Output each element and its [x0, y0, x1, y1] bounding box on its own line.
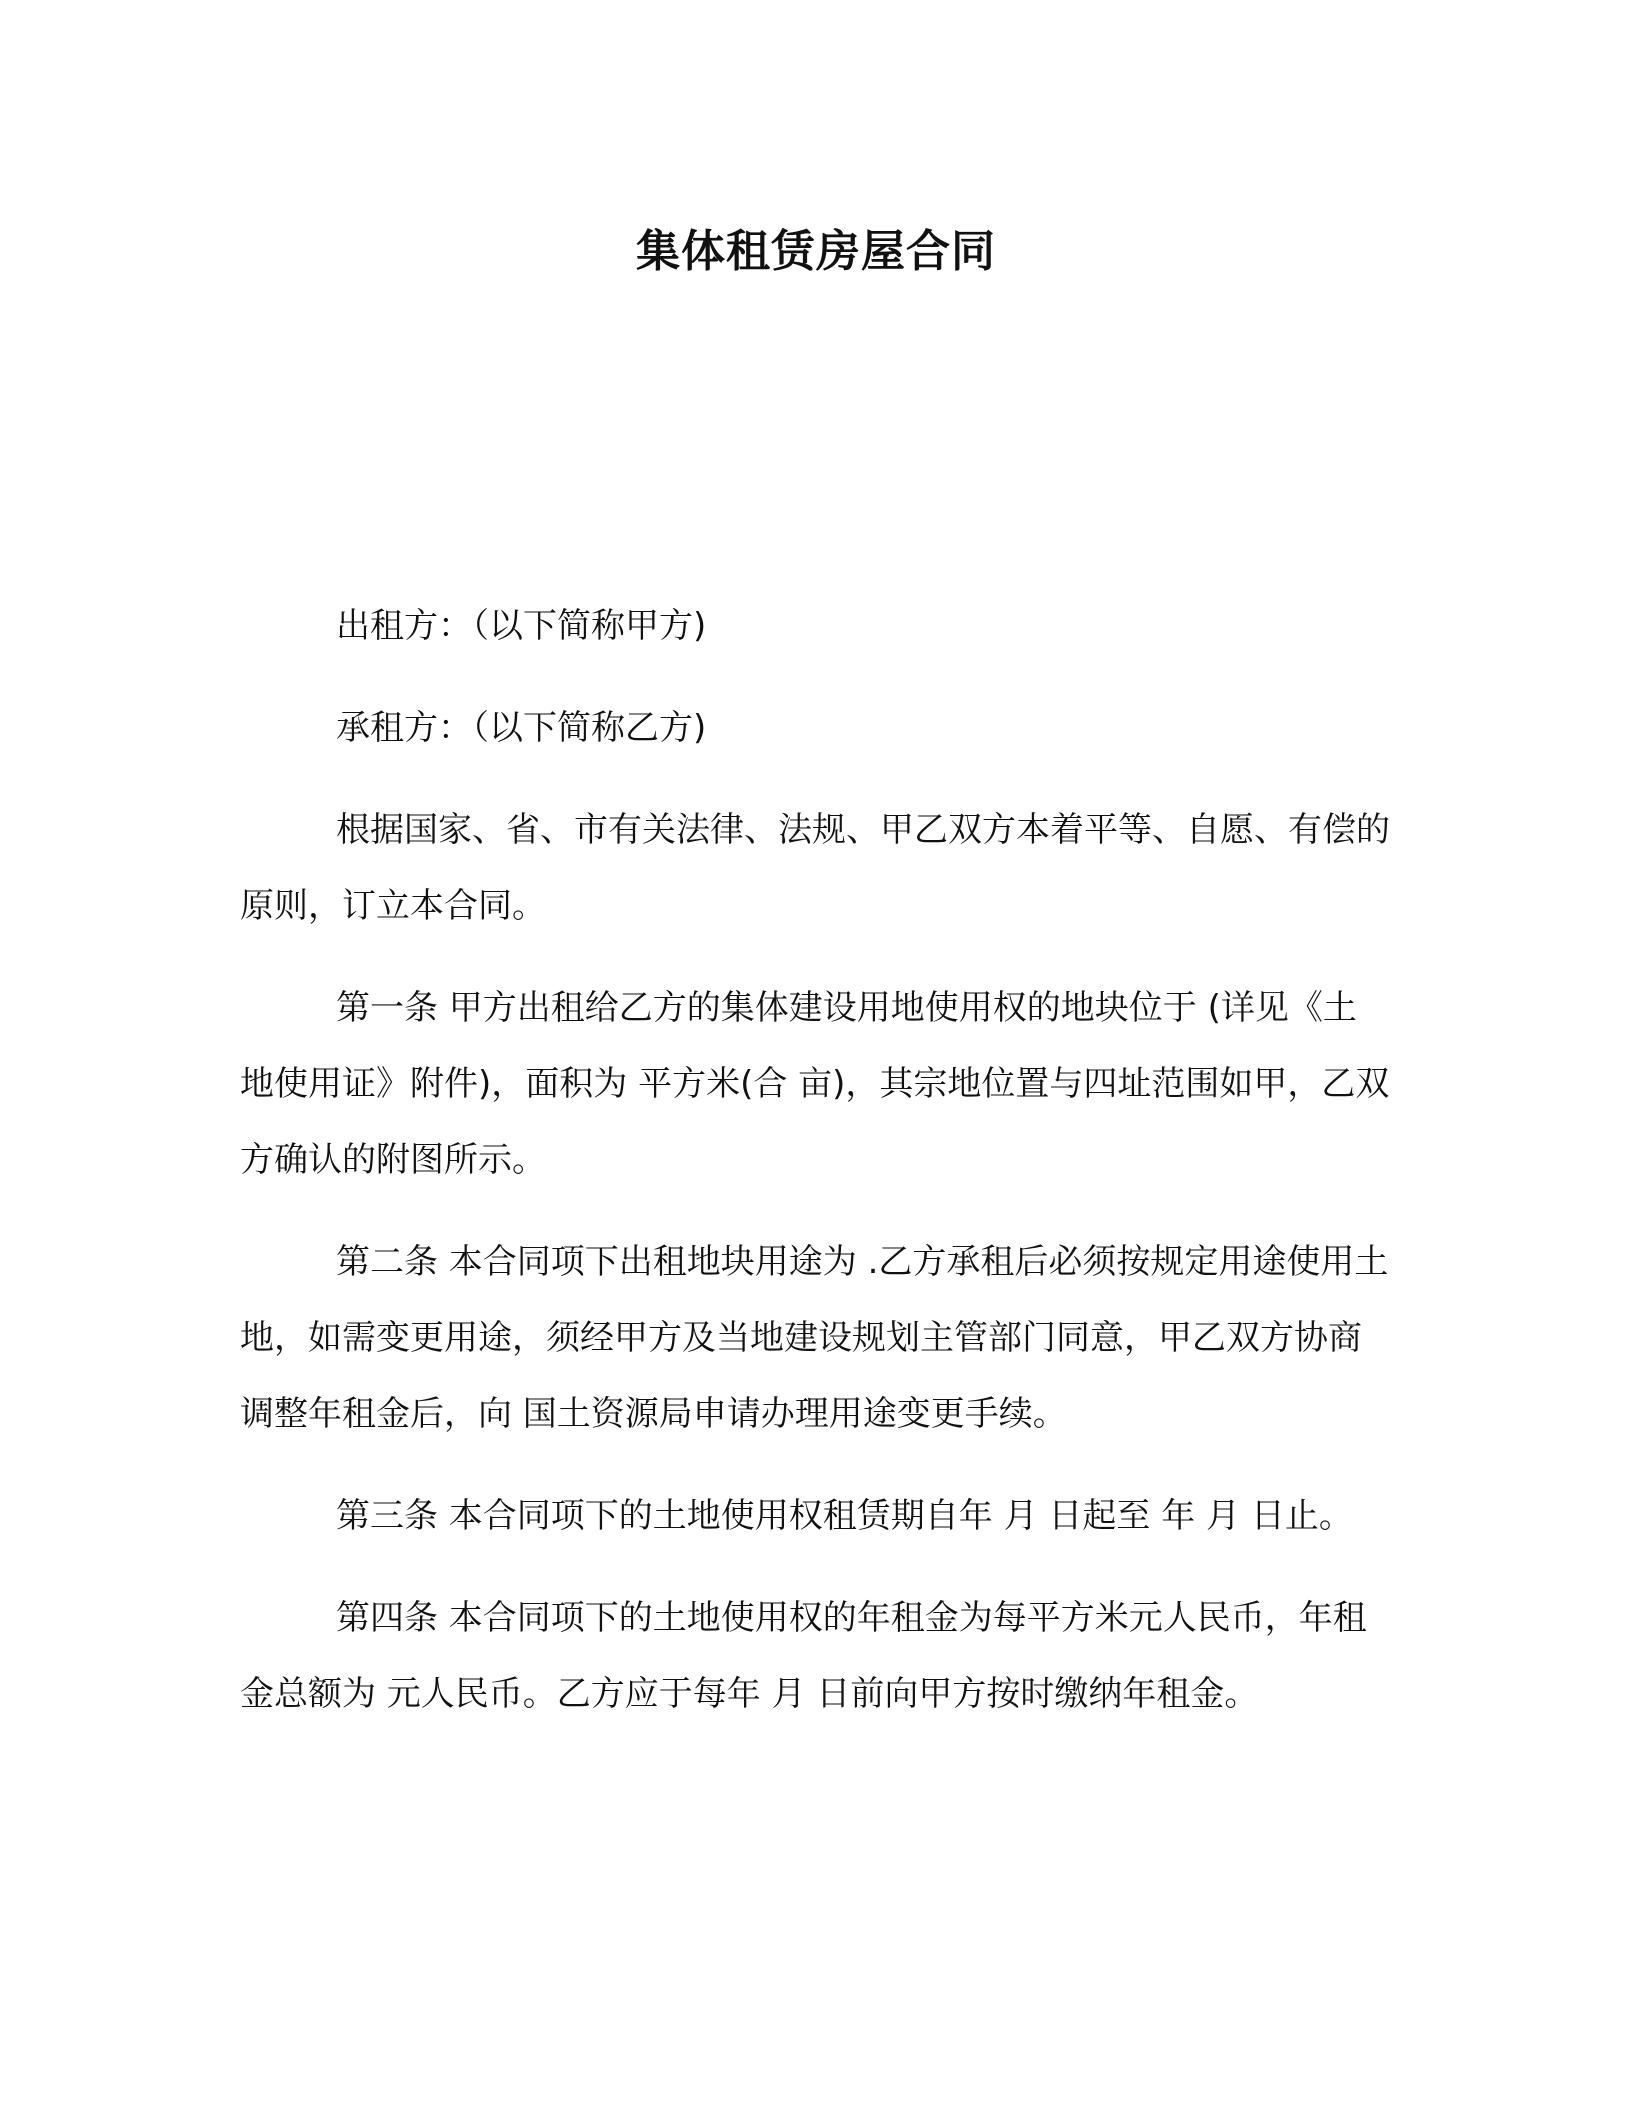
document-body — [240, 588, 1390, 1758]
preamble-paragraph: 根据国家、省、市有关法律、法规、甲乙双方本着平等、自愿、有偿的原则，订立本合同。 — [240, 810, 1390, 926]
article-1-paragraph: 第一条 甲方出租给乙方的集体建设用地使用权的地块位于 (详见《土地使用证》附件)，面积为 平方米(合 亩)，其宗地位置与四址范围如甲，乙双方确认的附图所示。 — [240, 988, 1390, 1180]
article-2-paragraph: 第二条 本合同项下出租地块用途为 .乙方承租后必须按规定用途使用土地，如需变更用途，须经甲方及当地建设规划主管部门同意，甲乙双方协商调整年租金后，向 国土资源局申请办理用途变更手续。 — [240, 1242, 1389, 1434]
article-3-paragraph: 第三条 本合同项下的土地使用权租赁期自年 月 日起至 年 月 日止。 — [336, 1496, 1353, 1536]
lessee-line: 承租方：（以下简称乙方) — [336, 708, 707, 748]
document-title: 集体租赁房屋合同 — [636, 226, 996, 277]
article-4-paragraph: 第四条 本合同项下的土地使用权的年租金为每平方米元人民币，年租金总额为 元人民币。乙方应于每年 月 日前向甲方按时缴纳年租金。 — [240, 1598, 1367, 1714]
lessor-line: 出租方：（以下简称甲方) — [336, 606, 707, 646]
